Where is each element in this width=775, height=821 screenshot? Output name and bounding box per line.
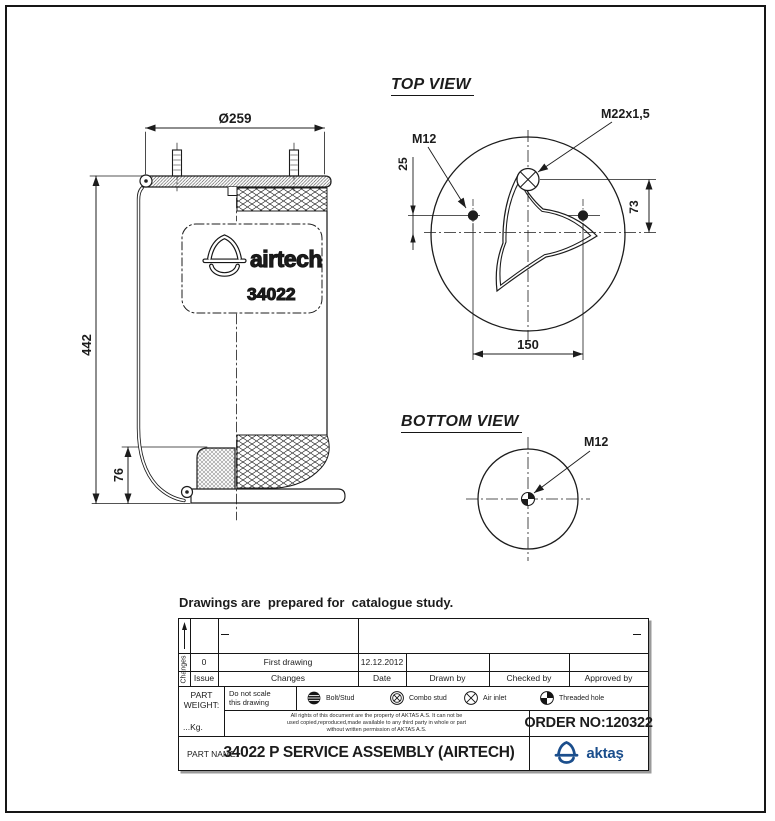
order-number: ORDER NO:120322: [524, 715, 653, 731]
aktas-logo: [529, 736, 648, 770]
label-m22: M22x1,5: [601, 107, 650, 121]
brand-text: airtech: [250, 246, 322, 272]
aktas-crown-icon: [553, 741, 580, 766]
part-weight-value: ...Kg.: [183, 722, 203, 732]
issue-value: 0: [201, 656, 207, 667]
combo-stud-symbol: [517, 169, 539, 191]
label-m12-top: M12: [412, 132, 437, 146]
dim-73: [540, 180, 656, 233]
bellows-mesh-top: [237, 188, 327, 211]
svg-text:25: 25: [396, 157, 410, 171]
top-view: [396, 107, 658, 360]
changes-value: First drawing: [263, 656, 313, 667]
disclaimer: All rights of this document are the property of AKTAS A.S. It can not be used copied,reproduced,made available to any third party in whole or part without written permission of AKTAS A.S.: [286, 713, 467, 733]
part-name-label: PART NAME:: [187, 749, 239, 759]
col-approved: Approved by: [584, 673, 633, 684]
catalogue-note: Drawings are prepared for catalogue study.: [179, 595, 454, 610]
col-checked: Checked by: [506, 673, 552, 684]
threaded-hole-icon: [539, 690, 555, 706]
title-block: [178, 618, 653, 771]
dim-25: [396, 157, 480, 250]
bottom-plate: [191, 489, 345, 503]
top-plate: [142, 176, 331, 187]
part-name-cell: [179, 736, 529, 770]
svg-text:150: 150: [517, 337, 539, 352]
dim-diameter: Ø259: [218, 111, 252, 126]
airtech-logo: [182, 224, 322, 313]
col-drawn: Drawn by: [429, 673, 466, 684]
bottom-view: [466, 435, 608, 561]
part-name: 34022 P SERVICE ASSEMBLY (AIRTECH): [223, 744, 515, 761]
part-weight-cell: PART WEIGHT: ...Kg.: [179, 686, 224, 736]
bellows-mesh-bottom: [237, 435, 329, 488]
side-view: [79, 111, 345, 520]
revision-arrow-icon: [179, 619, 190, 653]
model-number: 34022: [247, 284, 296, 304]
air-inlet-icon: [463, 690, 479, 706]
combo-stud-icon: [389, 690, 405, 706]
col-changes: Changes: [270, 673, 306, 684]
date-value: 12.12.2012: [360, 656, 404, 667]
revision-side-label: Changes: [181, 655, 188, 684]
dim-total-height: 442: [79, 334, 94, 356]
svg-text:73: 73: [627, 200, 641, 214]
symbol-legend: Bolt/Stud Combo stud Air inlet Threaded hole: [296, 686, 648, 710]
threaded-hole-symbol: [522, 493, 535, 506]
dim-piston-height: 76: [112, 468, 126, 482]
aktas-brand-text: aktaş: [586, 744, 624, 762]
col-date: Date: [373, 673, 391, 684]
col-issue: Issue: [193, 673, 215, 684]
no-scale-cell: Do not scale this drawing: [229, 689, 271, 707]
label-m12-bottom: M12: [584, 435, 609, 449]
bolt-stud-icon: [306, 690, 322, 706]
bottom-view-title: BOTTOM VIEW: [401, 413, 522, 433]
plate-outline: [496, 175, 597, 291]
top-view-title: TOP VIEW: [391, 76, 474, 96]
